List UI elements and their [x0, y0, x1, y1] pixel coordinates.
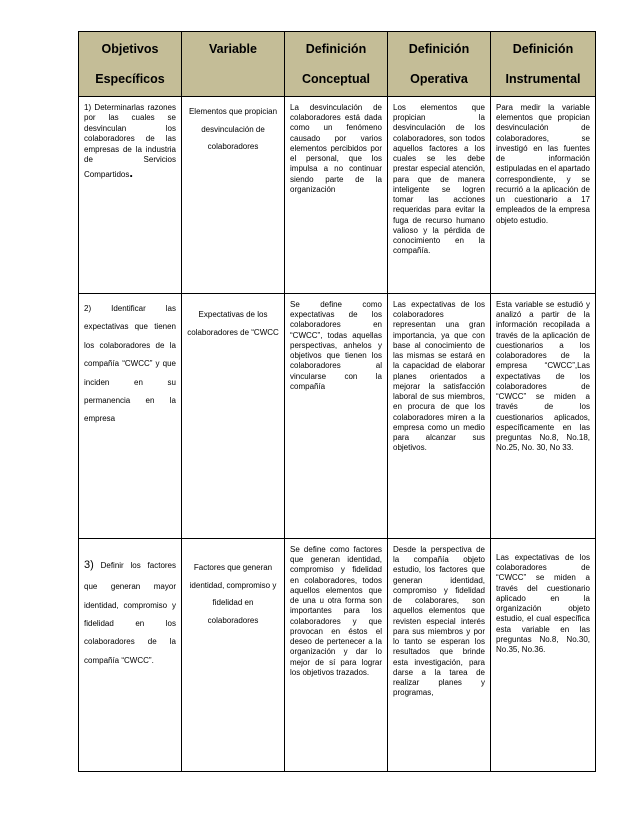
instrumental-cell: Esta variable se estudió y analizó a partir de la información recopilada a través de la aplicación de cuestionarios a los colaboradores de la empresa “CWCC”,Las expectativas de los colaboradores de “CWCC” se miden a través de los cuestionarios aplicados, específicamente en las preguntas No.8, No.18, No.25, No. 30, No 33.: [491, 294, 596, 539]
header-variable-label: Variable: [209, 42, 257, 56]
table-row: [79, 539, 596, 772]
operativa-cell: Desde la perspectiva de la compañía objeto estudio, los factores que generan identidad, compromiso y fidelidad de colaborares, son aquellos elementos que revisten especial interés para sus miembros y por lo tanto se esperan los resultados que brinde esta investigación, para darse a la tarea de realizar planes y programas,: [388, 539, 491, 772]
header-def-instrumental-line1: Definición: [512, 42, 574, 56]
conceptual-cell: Se define como expectativas de los colaboradores en “CWCC”, todas aquellas perspectivas, anhelos y objetivos que tienen los colaboradores al vincularse con la compañía: [285, 294, 388, 539]
variable-cell: Elementos que propician desvinculación de colaboradores: [182, 97, 285, 294]
table-header-row: [79, 32, 596, 97]
objetivo-cell: [79, 97, 182, 294]
header-def-conceptual-line2: Conceptual: [301, 72, 371, 86]
instrumental-cell: Para medir la variable elementos que propician desvinculación de colaboradores, se investigó en las fuentes de información estipuladas en el apartado correspondiente, y se recurrió a la aplicación de un cuestionario a 17 empleados de la empresa objeto estudio.: [491, 97, 596, 294]
variables-table: [78, 31, 596, 772]
objetivo-cell: [79, 539, 182, 772]
header-def-instrumental: [491, 32, 596, 97]
header-objetivos-line2: Específicos: [95, 72, 165, 86]
objetivo-text: 1) Determinarlas razones por las cuales se desvinculan los colaboradores de las empresas de la industria de Servicios Compartidos: [84, 103, 176, 180]
header-variable: [182, 32, 285, 97]
operativa-cell: Las expectativas de los colaboradores representan una gran importancia, ya que con base al conocimiento de las mismas se estará en la capacidad de elaborar planes orientados a mejorar la satisfacción laboral de sus miembros, en procura de que los colaboradores miren a la empresa como un medio para alcanzar sus objetivos.: [388, 294, 491, 539]
operativa-cell: Los elementos que propician la desvinculación de los colaboradores, son todos aquellos factores a los cuales se les debe prestar especial atención, para que de manera inteligente se logren tomar las acciones requeridas para evitar la fuga de recurso humano valioso y la pérdida de conocimiento en la compañía.: [388, 97, 491, 294]
table-row: [79, 97, 596, 294]
header-def-conceptual-line1: Definición: [305, 42, 367, 56]
objetivo-number: 3): [84, 559, 94, 571]
header-def-conceptual: [285, 32, 388, 97]
conceptual-cell: Se define como factores que generan identidad, compromiso y fidelidad en colaboradores, todos aquellos elementos que de una u otra forma son importantes para los colaboradores y que provocan en éstos el deseo de pertenecer a la organización y dar lo mejor de sí para lograr los objetivos trazados.: [285, 539, 388, 772]
header-def-operativa-line2: Operativa: [410, 72, 468, 86]
header-objetivos-line1: Objetivos: [101, 42, 159, 56]
instrumental-cell: Las expectativas de los colaboradores de “CWCC” se miden a través del cuestionario aplicado en la organización objeto estudio, el cual específica esta variable en las preguntas No.8, No.30, No.35, No.36.: [491, 539, 596, 772]
table-row: [79, 294, 596, 539]
conceptual-cell: La desvinculación de colaboradores está dada como un fenómeno causado por varios elementos percibidos por el personal, que los impulsa a no continuar siendo parte de la organización: [285, 97, 388, 294]
variable-cell: Factores que generan identidad, compromiso y fidelidad en colaboradores: [182, 539, 285, 772]
objetivo-cell: 2) Identificar las expectativas que tienen los colaboradores de la compañía “CWCC” y que inciden en su permanencia en la empresa: [79, 294, 182, 539]
header-objetivos: [79, 32, 182, 97]
header-def-operativa: [388, 32, 491, 97]
header-def-operativa-line1: Definición: [408, 42, 470, 56]
header-def-instrumental-line2: Instrumental: [505, 72, 581, 86]
objetivo-period: .: [129, 165, 133, 181]
variable-cell: Expectativas de los colaboradores de “CWCC: [182, 294, 285, 539]
objetivo-text: Definir los factores que generan mayor identidad, compromiso y fidelidad en los colaboradores de la compañía “CWCC”.: [84, 561, 176, 665]
